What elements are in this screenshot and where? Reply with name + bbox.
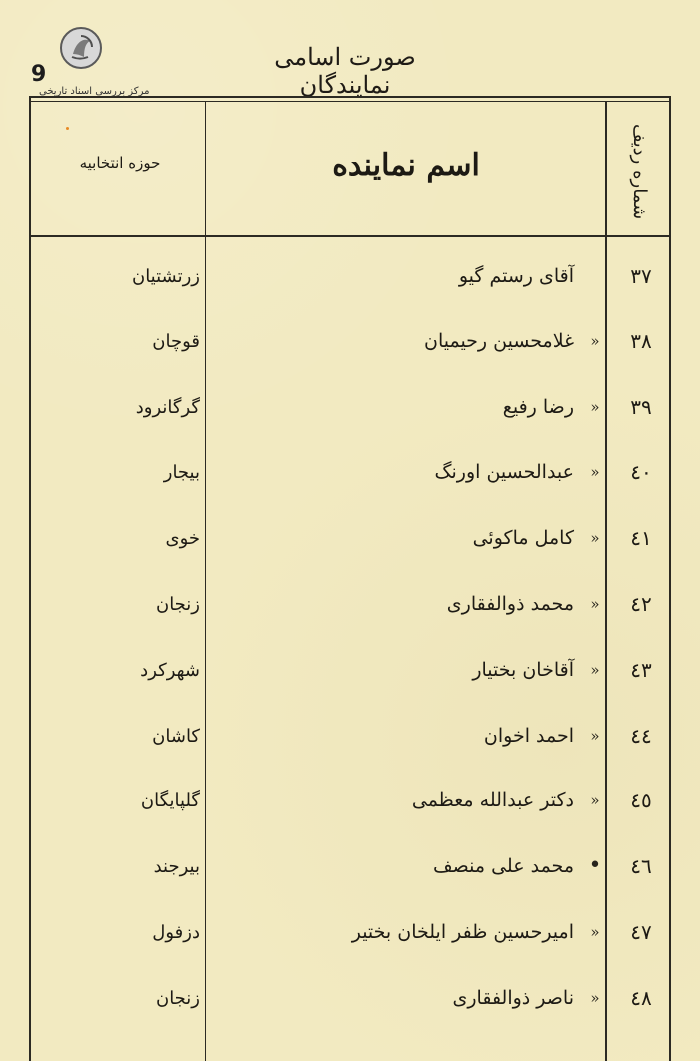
row-name: رضا رفیع [502, 396, 574, 418]
row-name-cell [210, 377, 602, 437]
row-number: ٤٦ [630, 854, 652, 878]
row-name: آقاخان بختیار [472, 659, 574, 681]
table-row [30, 246, 670, 306]
row-prefix: « [590, 595, 600, 613]
row-region: دزفول [152, 921, 200, 943]
row-name: امیرحسین ظفر ایلخان بختیر [351, 921, 574, 943]
row-region: زرتشتیان [131, 265, 200, 287]
logo-caption: مرکز بررسی اسناد تاریخی [39, 86, 150, 97]
row-name-cell [210, 508, 602, 568]
table-row [30, 968, 670, 1028]
row-prefix: « [590, 529, 600, 547]
row-region: زنجان [155, 987, 200, 1009]
table-row [30, 836, 670, 896]
row-region: بیجار [163, 461, 200, 483]
row-name-cell [210, 902, 602, 962]
row-number: ٤٣ [630, 658, 652, 682]
row-region: شهرکرد [140, 659, 200, 681]
archive-emblem-icon [57, 24, 105, 72]
row-name-cell [210, 640, 602, 700]
row-region: گرگانرود [135, 396, 200, 418]
row-number: ٤٢ [630, 592, 652, 616]
row-name-cell [210, 770, 602, 830]
archive-logo [31, 20, 151, 97]
page-title: صورت اسامی نمایندگان [274, 43, 416, 99]
row-name-cell [210, 706, 602, 766]
row-name: عبدالحسین اورنگ [434, 461, 574, 483]
row-number: ٤٠ [630, 460, 652, 484]
header-region: حوزه انتخابیه [79, 154, 161, 172]
row-number: ٤٥ [630, 788, 652, 812]
row-region: کاشان [152, 725, 200, 747]
row-region: بیرجند [153, 855, 200, 877]
header-row-number [609, 111, 669, 233]
header-name: اسم نماینده [332, 148, 480, 183]
table-row [30, 902, 670, 962]
row-name: محمد علی منصف [433, 855, 574, 877]
row-prefix: « [590, 923, 600, 941]
row-name-cell [210, 442, 602, 502]
paper-mark [66, 127, 69, 130]
table-row [30, 442, 670, 502]
row-name-cell [210, 968, 602, 1028]
row-region: خوی [165, 527, 200, 549]
row-prefix: « [590, 661, 600, 679]
row-prefix: « [590, 791, 600, 809]
row-number: ٤٨ [630, 986, 652, 1010]
table-row [30, 377, 670, 437]
row-name-cell [210, 246, 602, 306]
row-number: ٤٤ [630, 724, 652, 748]
row-name: محمد ذوالفقاری [446, 593, 574, 615]
row-name: کامل ماکوئی [472, 527, 574, 549]
row-name-cell [210, 574, 602, 634]
table-row [30, 574, 670, 634]
row-region: قوچان [152, 330, 200, 352]
table-row [30, 640, 670, 700]
row-number: ٤٧ [630, 920, 652, 944]
table-row [30, 311, 670, 371]
row-prefix: « [590, 463, 600, 481]
row-number: ۳۸ [630, 329, 652, 353]
row-name: ناصر ذوالفقاری [452, 987, 574, 1009]
row-name-cell [210, 311, 602, 371]
row-number: ۳۷ [630, 264, 652, 288]
row-prefix: « [590, 989, 600, 1007]
row-name: دکتر عبدالله معظمی [411, 789, 574, 811]
row-region: زنجان [155, 593, 200, 615]
row-prefix: • [588, 853, 602, 878]
row-name: احمد اخوان [483, 725, 574, 747]
row-number: ٤١ [630, 526, 652, 550]
table-row [30, 770, 670, 830]
row-name-cell [210, 836, 602, 896]
table-row [30, 508, 670, 568]
logo-number: 9 [31, 62, 48, 87]
row-prefix: « [590, 332, 600, 350]
table-header-divider [29, 235, 671, 237]
header-row-number-text: شماره ردیف [629, 124, 650, 220]
row-prefix: « [590, 398, 600, 416]
row-name: آقای رستم گیو [458, 265, 574, 287]
row-name: غلامحسین رحیمیان [423, 330, 574, 352]
row-region: گلپایگان [140, 789, 200, 811]
table-top-divider [29, 101, 671, 102]
table-row [30, 706, 670, 766]
row-number: ۳۹ [630, 395, 652, 419]
row-prefix: « [590, 727, 600, 745]
